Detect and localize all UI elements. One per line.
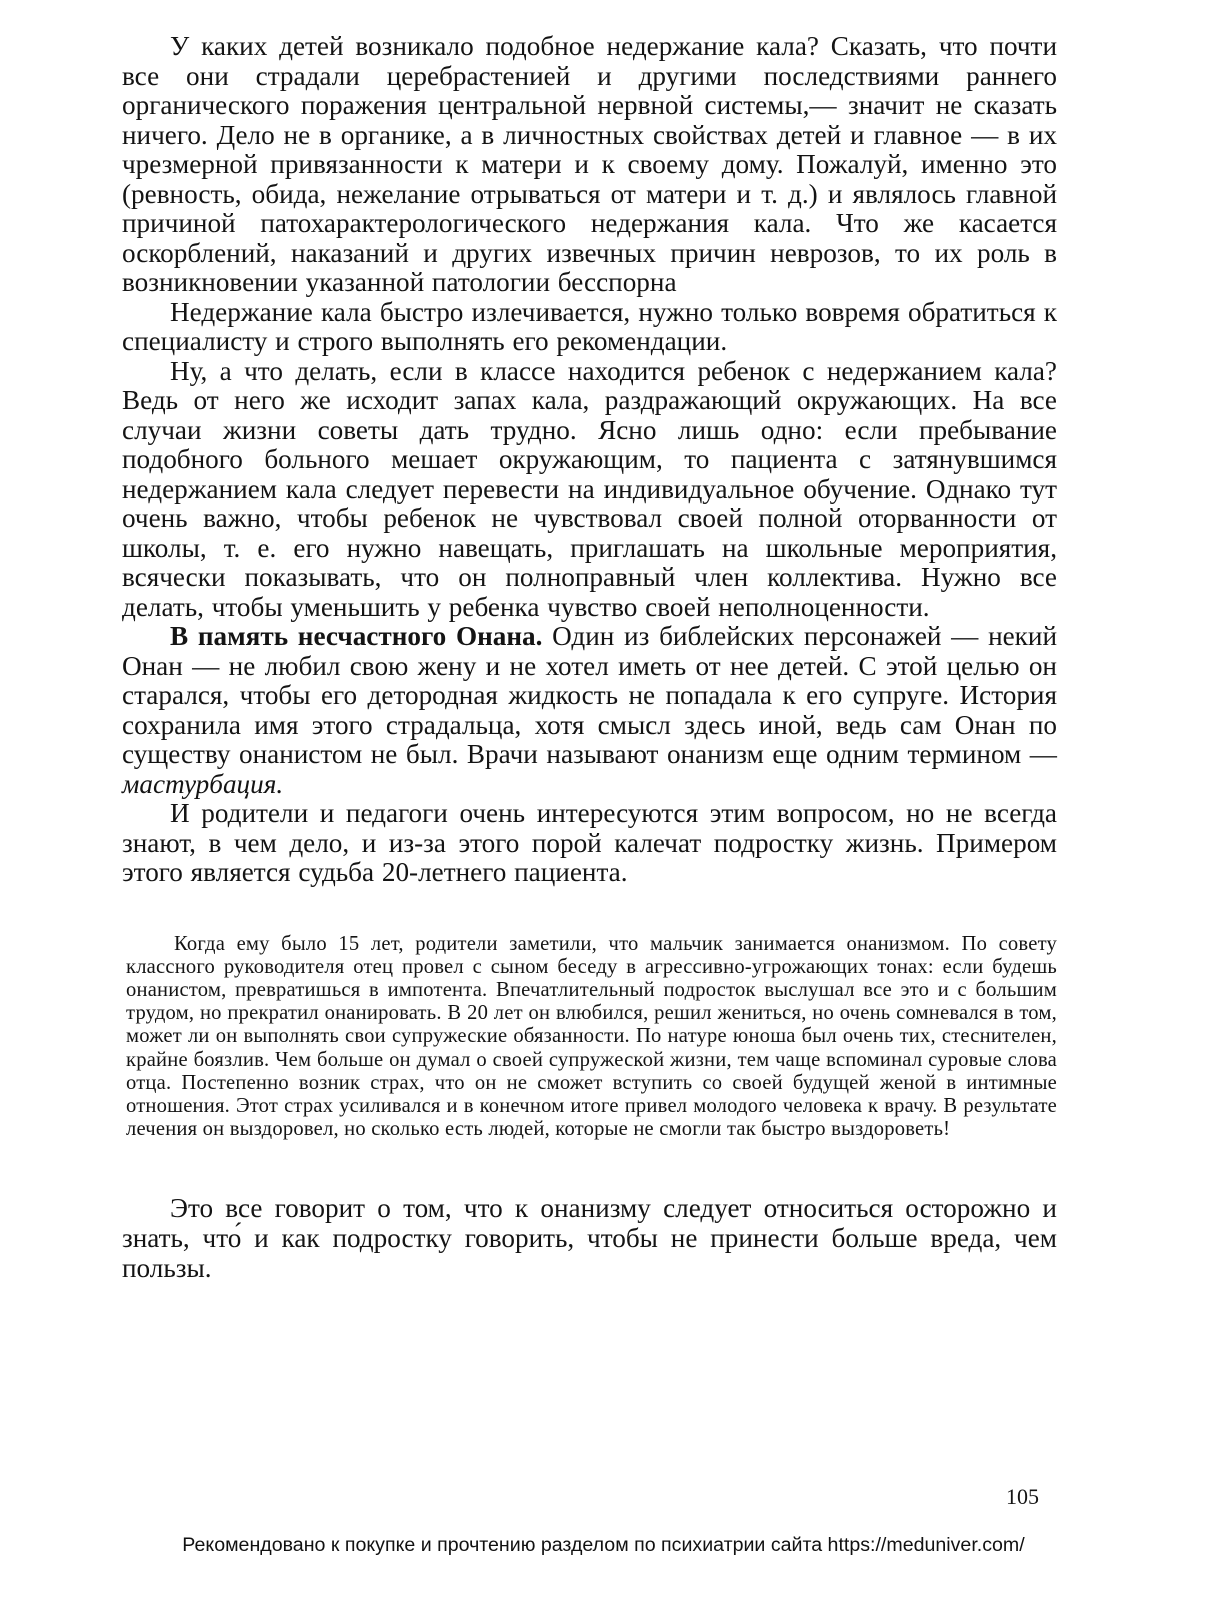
section-paragraph bbox=[122, 622, 1057, 799]
conclusion-block bbox=[122, 1193, 1057, 1283]
paragraph-3: Ну, а что делать, если в классе находится ребенок с недержанием кала? Ведь от него же исходит запах кала, раздражающий окружающих. На все случаи жизни советы дать трудно. Ясно лишь одно: если пребывание подобного больного мешает окружающим, то пациента с затянувшимся недержанием кала следует перевести на индивидуальное обучение. Однако тут очень важно, чтобы ребенок не чувствовал своей полной оторванности от школы, т. е. его нужно навещать, приглашать на школьные мероприятия, всячески показывать, что он полноправный член коллектива. Нужно все делать, чтобы уменьшить у ребенка чувство своей неполноценности. bbox=[122, 355, 1057, 622]
section-text: Один из библейских персонажей — некий Онан — не любил свою жену и не хотел иметь от нее детей. С этой целью он старался, чтобы его детородная жидкость не попадала к его супруге. История сохранила имя этого страдальца, хотя смысл здесь иной, ведь сам Онан по существу онанистом не был. Врачи называют онанизм еще одним термином — bbox=[122, 621, 1057, 769]
paragraph-1: У каких детей возникало подобное недержание кала? Сказать, что почти все они страдали церебрастенией и другими последствиями раннего органического поражения центральной нервной системы,— значит не сказать ничего. Дело не в органике, а в личностных свойствах детей и главное — в их чрезмерной привязанности к матери и к своему дому. Пожалуй, именно это (ревность, обида, нежелание отрываться от матери и т. д.) и являлось главной причиной патохарактерологического недержания кала. Что же касается оскорблений, наказаний и других извечных причин неврозов, то их роль в возникновении указанной патологии бесспорна bbox=[122, 31, 1057, 297]
paragraph-2: Недержание кала быстро излечивается, нужно только вовремя обратиться к специалисту и строго выполнять его рекомендации. bbox=[122, 296, 1057, 356]
section-heading: В память несчастного Онана. bbox=[170, 621, 543, 651]
case-study bbox=[126, 933, 1057, 1142]
section-term: мастурбация bbox=[122, 768, 277, 799]
page-number: 105 bbox=[1006, 1484, 1039, 1509]
paragraph-after-section: И родители и педагоги очень интересуются этим вопросом, но не всегда знают, в чем дело, и из-за этого порой калечат подростку жизнь. Примером этого является судьба 20-летнего пациента. bbox=[122, 798, 1057, 887]
case-text: Когда ему было 15 лет, родители заметили, что мальчик занимается онанизмом. По совету классного руководителя отец провел с сыном беседу в агрессивно-угрожающих тонах: если будешь онанистом, превратишься в импотента. Впечатлительный подросток выслушал все это и с большим трудом, но прекратил онанировать. В 20 лет он влюбился, решил жениться, но очень сомневался в том, может ли он выполнять свои супружеские обязанности. По натуре юноша был очень тих, стеснителен, крайне боязлив. Чем больше он думал о своей супружеской жизни, тем чаще вспоминал суровые слова отца. Постепенно возник страх, что он не сможет вступить со своей будущей женой в интимные отношения. Этот страх усиливался и в конечном итоге привел молодого человека к врачу. В результате лечения он выздоровел, но сколько есть людей, которые не смогли так быстро выздороветь! bbox=[126, 932, 1057, 1141]
book-page bbox=[122, 32, 1057, 1283]
section-term-end: . bbox=[276, 768, 284, 799]
main-text bbox=[122, 32, 1057, 888]
conclusion-text: Это все говорит о том, что к онанизму следует относиться осторожно и знать, что́ и как подростку говорить, чтобы не принести больше вреда, чем пользы. bbox=[122, 1193, 1057, 1284]
footer-note: Рекомендовано к покупке и прочтению разделом по психиатрии сайта https://meduniver.com/ bbox=[182, 1534, 1025, 1556]
